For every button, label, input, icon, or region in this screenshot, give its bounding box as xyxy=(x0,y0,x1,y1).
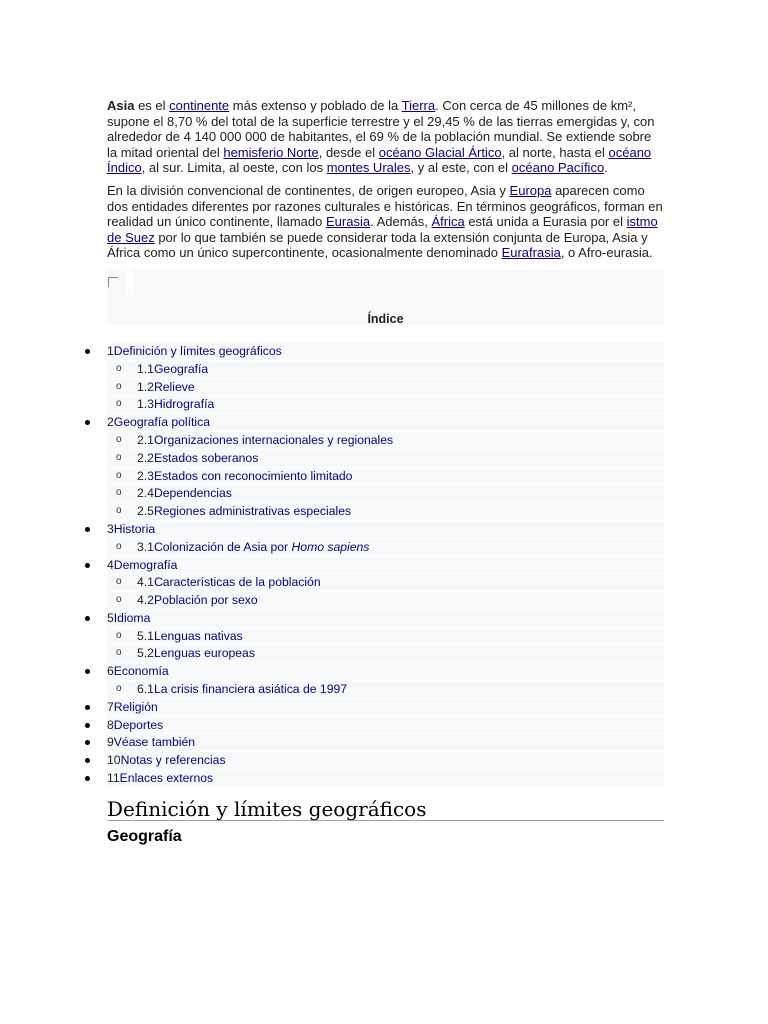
toc-item-link[interactable] xyxy=(154,397,214,411)
toc-item-link[interactable] xyxy=(154,575,321,589)
toc-item-label: Estados soberanos xyxy=(153,450,259,465)
toc-toggle-checkbox-icon[interactable] xyxy=(108,277,118,287)
toc-item-link[interactable] xyxy=(114,735,195,749)
toc-item-number: 1.1 xyxy=(137,361,154,376)
bullet-circle-icon: o xyxy=(116,594,122,606)
toc-item-label: Características de la población xyxy=(153,575,321,590)
toc-item[interactable] xyxy=(107,628,664,646)
toc-item-number: 10 xyxy=(107,753,121,768)
toc-item-number: 4.1 xyxy=(137,575,154,590)
toc-item-label: Hidrografía xyxy=(153,397,215,412)
paragraph-text: . Además, xyxy=(370,214,432,230)
toc-item-link[interactable] xyxy=(154,629,243,643)
toc-item[interactable] xyxy=(107,432,664,450)
toc-item-label: Demografía xyxy=(113,557,178,572)
paragraph-text: . xyxy=(604,160,608,176)
bullet-circle-icon: o xyxy=(116,505,122,517)
toc-item-label: Colonización de Asia por xyxy=(153,539,292,554)
toc-item[interactable] xyxy=(107,770,664,788)
toc-item-link[interactable] xyxy=(154,380,195,394)
toc-item-label: Regiones administrativas especiales xyxy=(153,504,352,519)
toc-item-link[interactable] xyxy=(114,700,158,714)
bullet-circle-icon: o xyxy=(116,433,122,445)
toc-item[interactable] xyxy=(107,450,664,468)
toc-item-link[interactable] xyxy=(120,771,214,785)
toc-item-label: Dependencias xyxy=(153,486,232,501)
toc-item-label: Historia xyxy=(113,521,156,536)
toc-item-link[interactable] xyxy=(114,611,151,625)
toc-item[interactable] xyxy=(107,379,664,397)
toc-item-label: Estados con reconocimiento limitado xyxy=(153,468,353,483)
bullet-circle-icon: o xyxy=(116,647,122,659)
bullet-circle-icon: o xyxy=(116,683,122,695)
toc-item-link[interactable] xyxy=(114,344,282,358)
toc-item-link[interactable] xyxy=(114,415,210,429)
toc-item[interactable] xyxy=(107,645,664,663)
toc-item-link[interactable] xyxy=(154,593,258,607)
toc-item[interactable] xyxy=(107,468,664,486)
toc-item[interactable] xyxy=(107,681,664,699)
toc-item[interactable] xyxy=(107,663,664,681)
toc-item[interactable] xyxy=(107,539,664,557)
toc-item-label: Deportes xyxy=(113,717,164,732)
toc-item[interactable] xyxy=(107,414,664,432)
intro-paragraph-2 xyxy=(107,183,664,261)
toc-item-number: 6.1 xyxy=(137,682,154,697)
toc-item[interactable] xyxy=(107,557,664,575)
paragraph-text: , desde el xyxy=(318,144,379,160)
toc-item-link[interactable] xyxy=(154,469,353,483)
toc-item[interactable] xyxy=(107,343,664,361)
bullet-disc-icon xyxy=(85,776,90,781)
toc-item-label: Lenguas europeas xyxy=(153,646,255,661)
toc-item-number: 5.1 xyxy=(137,628,154,643)
toc-item-label: Población por sexo xyxy=(153,593,258,608)
toc-item-link[interactable] xyxy=(154,433,393,447)
toc-item[interactable] xyxy=(107,592,664,610)
paragraph-text: . Con cerca de 45 millones de km², supone el 8,70 % del total de la superficie terrestre y el 29,45 % de las tierras emergidas y, con alrededor de 4 140 000 000 de habitantes, el 69 % de la población mundial. Se extiende sobre la mitad oriental del xyxy=(107,98,655,160)
bullet-disc-icon xyxy=(85,616,90,621)
paragraph-text: En la división convencional de continentes, de origen europeo, Asia y xyxy=(107,182,510,198)
toc-item-link[interactable] xyxy=(154,540,369,554)
paragraph-text: , al norte, hasta el xyxy=(501,144,609,160)
toc-item[interactable] xyxy=(107,361,664,379)
toc-item-number: 4.2 xyxy=(137,593,154,608)
toc-item-number: 2.5 xyxy=(137,504,154,519)
toc-item-italic: Homo sapiens xyxy=(291,539,370,554)
inline-link[interactable]: Eurasia xyxy=(325,214,371,230)
paragraph-text: está unida a Eurasia por el xyxy=(464,214,627,230)
toc-item-number: 3 xyxy=(107,521,114,536)
toc-item-number: 1.2 xyxy=(137,379,154,394)
bullet-disc-icon xyxy=(85,420,90,425)
toc-item-number: 5.2 xyxy=(137,646,154,661)
table-of-contents xyxy=(107,269,664,325)
paragraph-text: , al sur. Limita, al oeste, con los xyxy=(141,160,327,176)
inline-link[interactable]: Europa xyxy=(509,182,552,198)
inline-link[interactable]: océano Pacífico xyxy=(511,160,605,176)
toc-item-number: 4 xyxy=(107,557,114,572)
toc-item-label: Relieve xyxy=(153,379,195,394)
toc-item-link[interactable] xyxy=(114,664,169,678)
toc-item-number: 5 xyxy=(107,610,114,625)
toc-item-link[interactable] xyxy=(154,646,255,660)
bullet-circle-icon: o xyxy=(116,398,122,410)
subsection-heading: Geografía xyxy=(107,828,182,846)
bullet-circle-icon: o xyxy=(116,469,122,481)
toc-item-label: La crisis financiera asiática de 1997 xyxy=(153,682,348,697)
inline-link[interactable]: Tierra xyxy=(401,98,436,113)
paragraph-text: aparecen como dos entidades diferentes por razones culturales e históricas. En términos geográficos, forman en realidad un único continente, llamado xyxy=(107,182,663,230)
bullet-disc-icon xyxy=(85,563,90,568)
toc-item-link[interactable] xyxy=(154,504,351,518)
toc-item[interactable] xyxy=(107,503,664,521)
toc-item[interactable] xyxy=(107,717,664,735)
toc-item-label: Enlaces externos xyxy=(119,771,214,786)
toc-item-number: 2.3 xyxy=(137,468,154,483)
toc-item[interactable] xyxy=(107,485,664,503)
paragraph-text: es el xyxy=(134,98,170,113)
bullet-disc-icon xyxy=(85,705,90,710)
toc-item-number: 2.1 xyxy=(137,432,154,447)
bullet-circle-icon: o xyxy=(116,487,122,499)
toc-item[interactable] xyxy=(107,699,664,717)
toc-item-number: 9 xyxy=(107,735,114,750)
toc-item-link[interactable] xyxy=(114,718,163,732)
toc-item-number: 11 xyxy=(107,771,120,786)
bullet-disc-icon xyxy=(85,723,90,728)
toc-title: Índice xyxy=(367,311,404,326)
toc-item-number: 3.1 xyxy=(137,539,154,554)
bullet-disc-icon xyxy=(85,669,90,674)
toc-item-link[interactable] xyxy=(154,486,232,500)
bullet-circle-icon: o xyxy=(116,380,122,392)
inline-link[interactable]: continente xyxy=(169,98,230,113)
toc-item-link[interactable] xyxy=(154,451,258,465)
toc-item-link[interactable] xyxy=(114,558,178,572)
toc-item-number: 7 xyxy=(107,699,114,714)
toc-item-label: Organizaciones internacionales y regionales xyxy=(153,432,394,447)
toc-item[interactable] xyxy=(107,734,664,752)
bold-term: Asia xyxy=(107,98,135,113)
toc-item-number: 8 xyxy=(107,717,114,732)
toc-item-link[interactable] xyxy=(114,522,155,536)
toc-item-label: Religión xyxy=(113,699,158,714)
inline-link[interactable]: istmo de Suez xyxy=(107,214,658,245)
toc-item[interactable] xyxy=(107,752,664,770)
bullet-circle-icon: o xyxy=(116,540,122,552)
section-heading: Definición y límites geográficos xyxy=(107,802,664,822)
toc-list xyxy=(107,343,664,788)
bullet-disc-icon xyxy=(85,527,90,532)
toc-item-label: Definición y límites geográficos xyxy=(113,343,282,358)
toc-item-label: Geografía política xyxy=(113,415,210,430)
paragraph-text: más extenso y poblado de la xyxy=(229,98,402,113)
toc-item-number: 2 xyxy=(107,415,114,430)
inline-link[interactable]: hemisferio Norte xyxy=(223,144,319,160)
toc-item-number: 1 xyxy=(107,343,114,358)
bullet-circle-icon: o xyxy=(116,629,122,641)
article-body xyxy=(107,98,664,845)
toc-item-label: Lenguas nativas xyxy=(153,628,243,643)
paragraph-text: , y al este, con el xyxy=(410,160,512,176)
toc-item[interactable] xyxy=(107,396,664,414)
toc-item[interactable] xyxy=(107,610,664,628)
bullet-circle-icon: o xyxy=(116,576,122,588)
inline-link[interactable]: montes Urales xyxy=(326,160,411,176)
bullet-disc-icon xyxy=(85,758,90,763)
inline-link[interactable]: océano Índico xyxy=(107,144,652,176)
bullet-circle-icon: o xyxy=(116,451,122,463)
paragraph-text: , o Afro-eurasia. xyxy=(560,245,653,261)
toc-item-link[interactable] xyxy=(154,362,208,376)
toc-item-label: Geografía xyxy=(153,361,209,376)
intro-paragraph-1 xyxy=(107,98,664,176)
toc-item-link[interactable] xyxy=(154,682,347,696)
bullet-disc-icon xyxy=(85,740,90,745)
toc-item-link[interactable] xyxy=(121,753,226,767)
inline-link[interactable]: África xyxy=(431,214,465,230)
toc-item-number: 2.2 xyxy=(137,450,154,465)
toc-item-label: Idioma xyxy=(113,610,151,625)
bullet-circle-icon: o xyxy=(116,362,122,374)
toc-item[interactable] xyxy=(107,521,664,539)
toc-item-label: Véase también xyxy=(113,735,196,750)
inline-link[interactable]: Eurafrasia xyxy=(501,245,561,261)
toc-item-number: 1.3 xyxy=(137,397,154,412)
paragraph-text: por lo que también se puede considerar toda la extensión conjunta de Europa, Asia y África como un único supercontinente, ocasionalmente denominado xyxy=(107,229,648,261)
bullet-disc-icon xyxy=(85,349,90,354)
toc-header xyxy=(107,269,664,325)
inline-link[interactable]: océano Glacial Ártico xyxy=(378,144,502,160)
toc-item-number: 2.4 xyxy=(137,486,154,501)
toc-item[interactable] xyxy=(107,574,664,592)
toc-item-label: Economía xyxy=(113,664,169,679)
toc-item-number: 6 xyxy=(107,664,114,679)
toc-item-label: Notas y referencias xyxy=(120,753,226,768)
